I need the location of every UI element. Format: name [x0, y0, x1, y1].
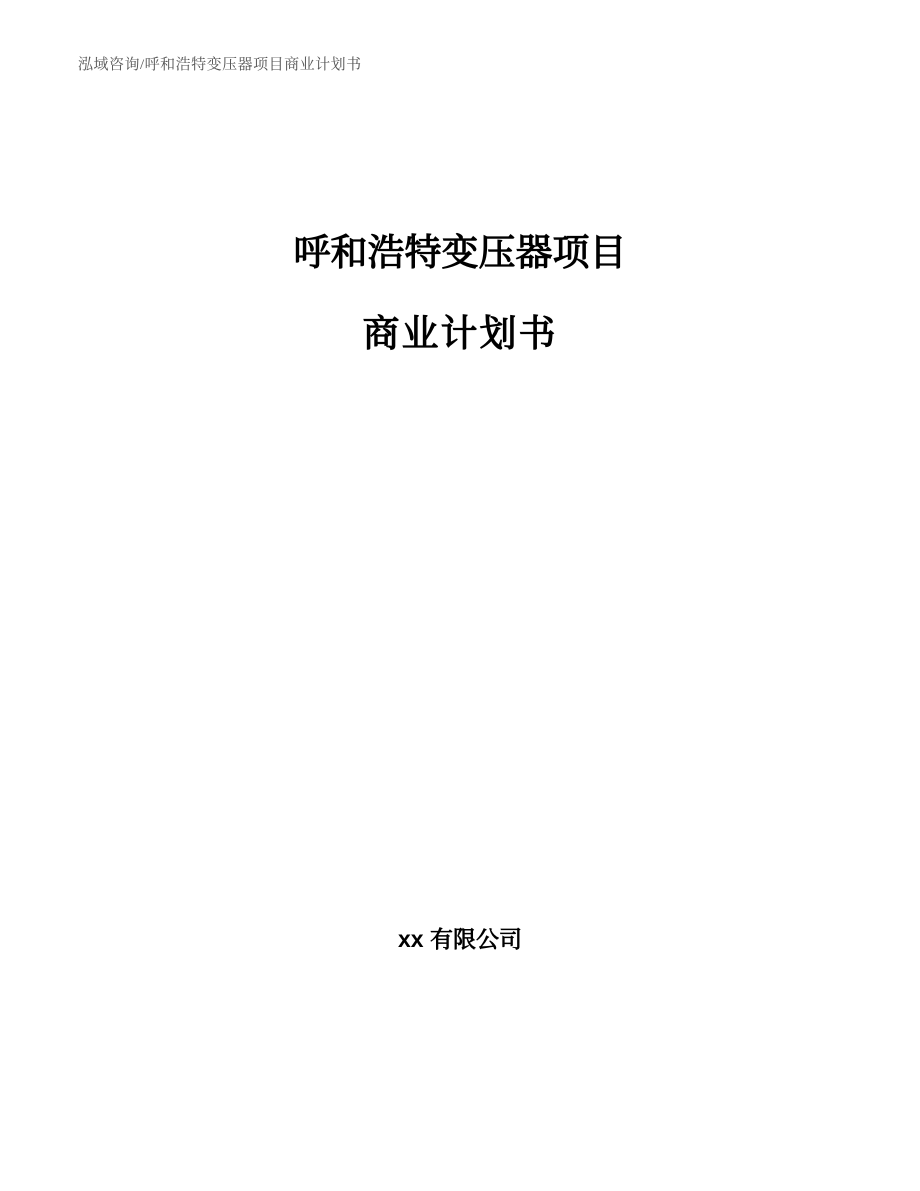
document-header: 泓域咨询/呼和浩特变压器项目商业计划书	[78, 57, 362, 73]
title-line-1: 呼和浩特变压器项目	[293, 232, 627, 273]
company-name: xx 有限公司	[398, 926, 522, 952]
title-line-2: 商业计划书	[362, 313, 558, 354]
